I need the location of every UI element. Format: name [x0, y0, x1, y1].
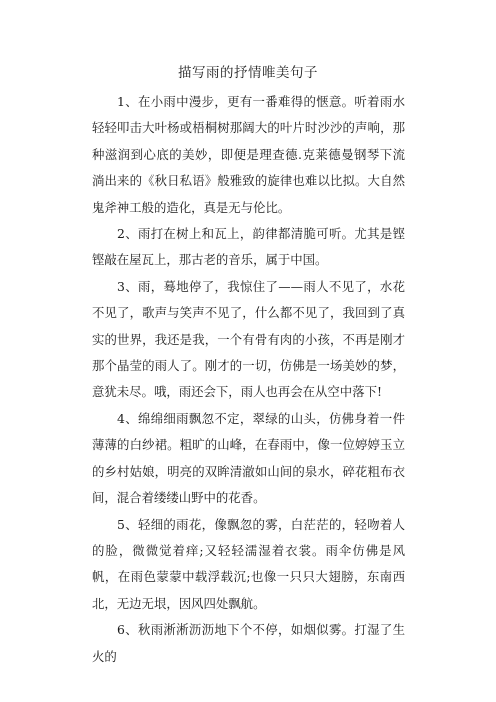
paragraph-3: 3、雨，蓦地停了，我惊住了——雨人不见了，水花不见了，歌声与笑声不见了，什么都不见了，我回到了真实的世界，我还是我，一个有骨有肉的小孩，不再是刚才那个晶莹的雨人了。刚才的一切，仿佛是一场美妙的梦，意犹未尽。哦，雨还会下，雨人也再会在从空中落下! — [92, 278, 405, 400]
document-body — [92, 89, 405, 670]
paragraph-1: 1、在小雨中漫步，更有一番难得的惬意。听着雨水轻轻叩击大叶杨或梧桐树那阔大的叶片时沙沙的声响，那种滋润到心底的美妙，即便是理查德.克莱德曼钢琴下流淌出来的《秋日私语》般雅致的旋律也难以比拟。大自然鬼斧神工般的造化，真是无与伦比。 — [92, 94, 405, 215]
paragraph-5: 5、轻细的雨花，像飘忽的雾，白茫茫的，轻吻着人的脸，微微觉着痒;又轻轻濡湿着衣裳。雨伞仿佛是风帆，在雨色蒙蒙中载浮载沉;也像一只只大翅膀，东南西北，无边无垠，因风四处飘航。 — [92, 516, 405, 611]
paragraph-4: 4、绵绵细雨飘忽不定，翠绿的山头，仿佛身着一件薄薄的白纱裙。粗旷的山峰，在春雨中，像一位婷婷玉立的乡村姑娘，明亮的双眸清澈如山间的泉水，碎花粗布衣间，混合着缕缕山野中的花香。 — [92, 410, 405, 506]
paragraph-6: 6、秋雨淅淅沥沥地下个不停，如烟似雾。打湿了生火的 — [92, 622, 405, 664]
paragraph-2: 2、雨打在树上和瓦上，韵律都清脆可听。尤其是铿铿敲在屋瓦上，那古老的音乐，属于中国。 — [92, 226, 405, 268]
document-title: 描写雨的抒情唯美句子 — [178, 65, 318, 81]
